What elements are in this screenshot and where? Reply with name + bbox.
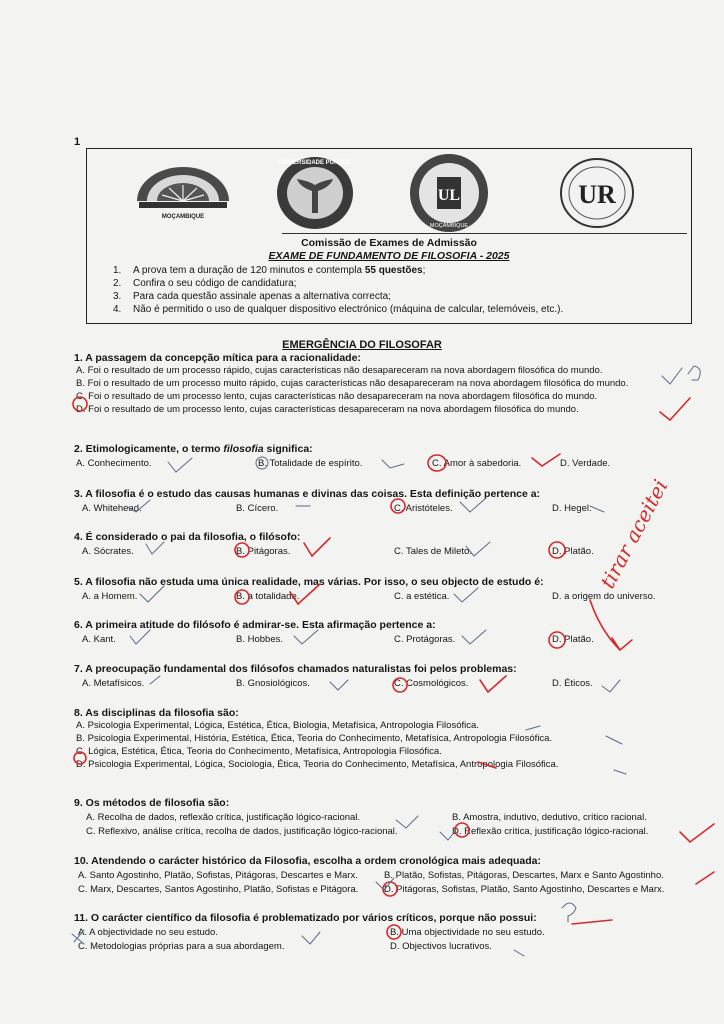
question-8 xyxy=(74,707,704,772)
svg-text:MOÇAMBIQUE: MOÇAMBIQUE xyxy=(161,214,205,220)
question-9 xyxy=(74,797,704,843)
question-prompt: 11. O carácter científico da filosofia é problematizado por vários críticos, porque não possui: xyxy=(74,912,537,924)
exam-header xyxy=(86,148,692,324)
question-prompt: 1. A passagem da concepção mítica para a racionalidade: xyxy=(74,352,361,364)
question-prompt: 5. A filosofia não estuda uma única realidade, mas várias. Por isso, o seu objecto de estudo é: xyxy=(74,576,544,588)
question-prompt: 10. Atendendo o carácter histórico da Filosofia, escolha a ordem cronológica mais adequada: xyxy=(74,855,541,867)
option-c[interactable]: C. Metodologias próprias para a sua abordagem. xyxy=(78,941,285,952)
question-3 xyxy=(74,488,704,520)
option-d[interactable]: D. Foi o resultado de um processo lento, cujas características desapareceram na nova abordagem filosófica do mundo. xyxy=(76,404,579,415)
option-b[interactable]: B. Psicologia Experimental, História, Estética, Ética, Teoria do Conhecimento, Metafísica, Antropologia Filosófica. xyxy=(76,733,553,744)
option-a[interactable]: A. Psicologia Experimental, Lógica, Estética, Ética, Biologia, Metafísica, Antropologia Filosófica. xyxy=(76,720,479,731)
option-d[interactable]: D. Reflexão crítica, justificação lógico-racional. xyxy=(452,826,649,837)
option-b[interactable]: B. Cícero. xyxy=(236,503,279,514)
option-b[interactable]: B. Totalidade de espírito. xyxy=(258,458,363,469)
option-b[interactable]: B. Amostra, indutivo, dedutivo, crítico racional. xyxy=(452,812,647,823)
question-7 xyxy=(74,663,704,695)
section-title: EMERGÊNCIA DO FILOSOFAR xyxy=(282,339,442,351)
option-d[interactable]: D. a origem do universo. xyxy=(552,591,656,602)
instruction-emphasis: 55 questões xyxy=(364,265,423,276)
option-d[interactable]: D. Pitágoras, Sofistas, Platão, Santo Agostinho, Descartes e Marx. xyxy=(384,884,665,895)
instruction-item xyxy=(113,303,563,316)
instruction-number: 3. xyxy=(113,291,122,302)
instruction-text: Não é permitido o uso de qualquer dispositivo electrónico (máquina de calcular, telemóveis, etc.). xyxy=(133,304,564,315)
question-prompt: 3. A filosofia é o estudo das causas humanas e divinas das coisas. Esta definição pertence a: xyxy=(74,488,541,500)
option-d[interactable]: D. Verdade. xyxy=(560,458,611,469)
option-b[interactable]: B. Platão, Sofistas, Pitágoras, Descartes, Marx e Santo Agostinho. xyxy=(384,870,664,881)
university-rovuma-seal-logo xyxy=(559,157,635,229)
commission-title: Comissão de Exames de Admissão xyxy=(301,237,477,249)
page-number: 1 xyxy=(74,136,81,148)
option-list xyxy=(76,365,704,416)
option-c[interactable]: C. a estética. xyxy=(394,591,450,602)
option-b[interactable]: B. Pitágoras. xyxy=(236,546,291,557)
question-prompt: 7. A preocupação fundamental dos filósofos chamados naturalistas foi pelos problemas: xyxy=(74,663,517,675)
option-c[interactable]: C. Protágoras. xyxy=(394,634,456,645)
option-c[interactable]: C. Reflexivo, análise crítica, recolha de dados, justificação lógico-racional. xyxy=(86,826,398,837)
option-c[interactable]: C. Marx, Descartes, Santos Agostinho, Platão, Sofistas e Pitágora. xyxy=(78,884,359,895)
svg-text:UNIVERSIDADE PÚNGUÈ: UNIVERSIDADE PÚNGUÈ xyxy=(278,160,352,166)
option-b[interactable]: B. Uma objectividade no seu estudo. xyxy=(390,927,545,938)
question-2 xyxy=(74,443,704,475)
option-d[interactable]: D. Psicologia Experimental, Lógica, Sociologia, Ética, Teoria do Conhecimento, Metafísica, Antropologia Filosófica. xyxy=(76,759,559,770)
instruction-text: Confira o seu código de candidatura; xyxy=(133,278,297,289)
prompt-emphasis: filosofia xyxy=(223,443,264,455)
option-a[interactable]: A. a Homem. xyxy=(82,591,138,602)
unipungue-seal-logo xyxy=(275,155,355,231)
instruction-item xyxy=(113,277,563,290)
question-prompt: 6. A primeira atitude do filósofo é admirar-se. Esta afirmação pertence a: xyxy=(74,619,436,631)
question-prompt: 4. É considerado o pai da filosofia, o filósofo: xyxy=(74,531,301,543)
option-a[interactable]: A. Santo Agostinho, Platão, Sofistas, Pitágoras, Descartes e Marx. xyxy=(78,870,358,881)
question-prompt xyxy=(74,443,704,456)
option-b[interactable]: B. Gnosiológicos. xyxy=(236,678,310,689)
option-a[interactable]: A. Kant. xyxy=(82,634,116,645)
option-c[interactable]: C. Lógica, Estética, Ética, Teoria do Conhecimento, Metafísica, Antropologia Filosófica. xyxy=(76,746,442,757)
university-licungo-seal-logo xyxy=(407,153,491,233)
svg-text:MOÇAMBIQUE: MOÇAMBIQUE xyxy=(429,223,469,229)
logo-row xyxy=(87,149,691,233)
option-b[interactable]: B. Foi o resultado de um processo muito rápido, cujas características não desapareceram na nova abordagem filosófica do mundo. xyxy=(76,378,629,389)
instructions-list xyxy=(113,264,563,316)
question-10 xyxy=(74,855,704,901)
option-b[interactable]: B. Hobbes. xyxy=(236,634,283,645)
instruction-end: ; xyxy=(422,265,426,276)
option-a[interactable]: A. Conhecimento. xyxy=(76,458,152,469)
instruction-text: Para cada questão assinale apenas a alternativa correcta; xyxy=(133,291,391,302)
option-a[interactable]: A. Recolha de dados, reflexão crítica, justificação lógico-racional. xyxy=(86,812,361,823)
option-c[interactable]: C. Amor à sabedoria. xyxy=(432,458,522,469)
instruction-number: 4. xyxy=(113,304,122,315)
svg-text:UL: UL xyxy=(437,187,461,204)
option-c[interactable]: C. Foi o resultado de um processo lento, cujas características não desapareceram na nova abordagem filosófica do mundo. xyxy=(76,391,598,402)
option-c[interactable]: C. Cosmológicos. xyxy=(394,678,469,689)
question-prompt: 9. Os métodos de filosofia são: xyxy=(74,797,230,809)
instruction-text: A prova tem a duração de 120 minutos e contempla xyxy=(133,265,365,276)
prompt-text: significa: xyxy=(263,443,313,455)
prompt-text: 2. Etimologicamente, o termo xyxy=(74,443,224,455)
option-d[interactable]: D. Objectivos lucrativos. xyxy=(390,941,492,952)
option-a[interactable]: A. Sócrates. xyxy=(82,546,134,557)
instruction-item xyxy=(113,264,563,277)
option-c[interactable]: C. Tales de Mileto. xyxy=(394,546,472,557)
exam-title: EXAME DE FUNDAMENTO DE FILOSOFIA - 2025 xyxy=(268,250,510,262)
option-list xyxy=(76,720,704,771)
option-a[interactable]: A. A objectividade no seu estudo. xyxy=(78,927,218,938)
question-11 xyxy=(74,912,704,958)
svg-text:UR: UR xyxy=(578,180,616,209)
option-d[interactable]: D. Hegel. xyxy=(552,503,592,514)
instruction-number: 1. xyxy=(113,265,122,276)
option-a[interactable]: A. Whitehead. xyxy=(82,503,142,514)
instruction-number: 2. xyxy=(113,278,122,289)
option-c[interactable]: C. Aristóteles. xyxy=(394,503,453,514)
option-d[interactable]: D. Éticos. xyxy=(552,678,593,689)
question-prompt: 8. As disciplinas da filosofia são: xyxy=(74,707,239,719)
option-a[interactable]: A. Foi o resultado de um processo rápido, cujas características não desapareceram na nova abordagem filosófica do mundo. xyxy=(76,365,603,376)
option-b[interactable]: B. a totalidade. xyxy=(236,591,300,602)
header-divider xyxy=(282,233,687,234)
option-d[interactable]: D. Platão. xyxy=(552,546,594,557)
question-1 xyxy=(74,352,704,417)
question-5 xyxy=(74,576,704,608)
question-4 xyxy=(74,531,704,563)
margin-note: tirar aceitei xyxy=(595,475,673,593)
university-seal-1-logo xyxy=(133,165,233,221)
instruction-item xyxy=(113,290,563,303)
question-6 xyxy=(74,619,704,651)
option-d[interactable]: D. Platão. xyxy=(552,634,594,645)
option-a[interactable]: A. Metafísicos. xyxy=(82,678,145,689)
